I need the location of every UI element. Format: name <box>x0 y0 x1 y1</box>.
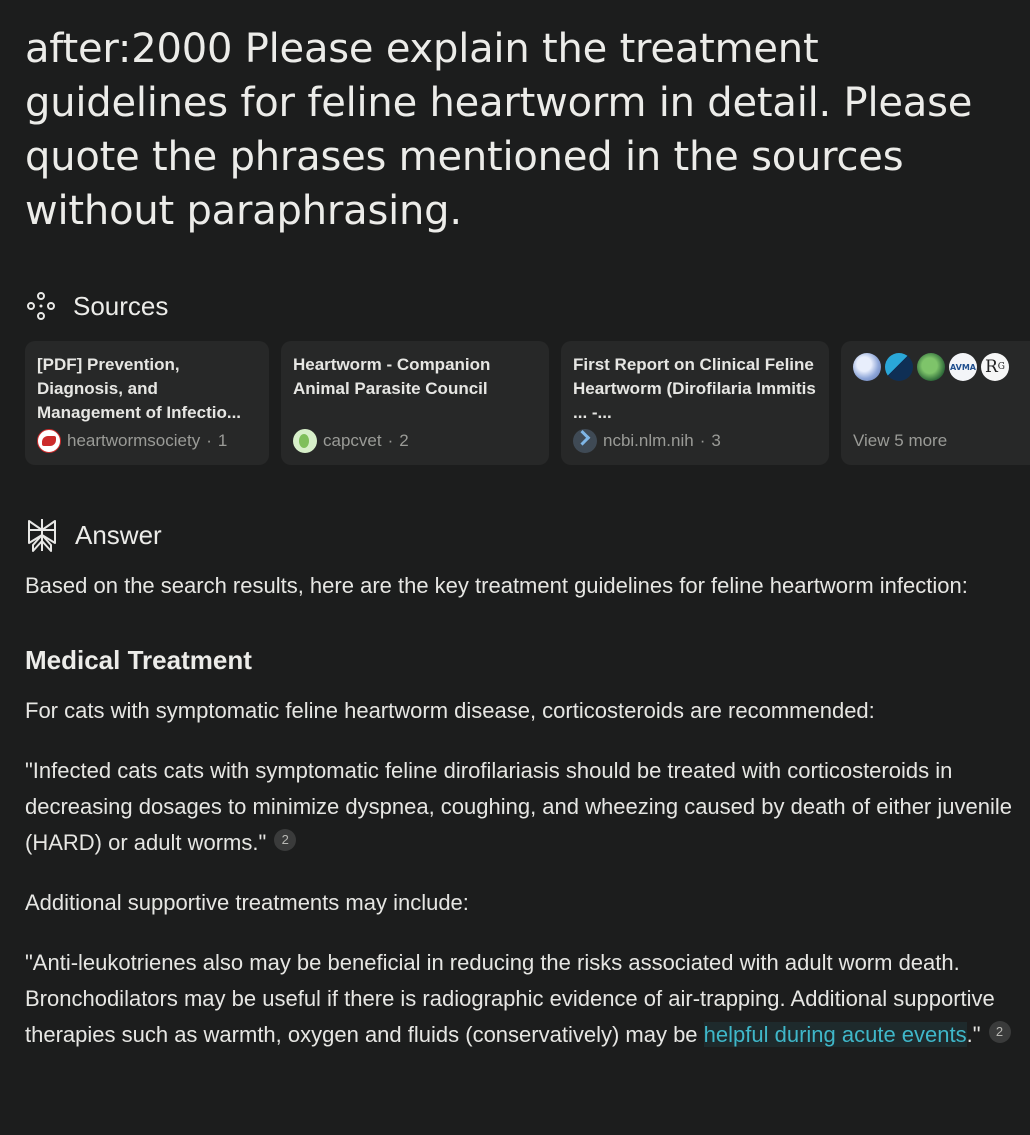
answer-intro: Based on the search results, here are the key treatment guidelines for feline heartworm infection: <box>25 573 968 598</box>
answer-body <box>25 568 1030 1077</box>
sources-list <box>25 341 1030 465</box>
source-site: heartwormsociety <box>67 431 201 450</box>
source-card-3[interactable] <box>561 341 829 465</box>
sources-header <box>25 290 168 322</box>
source-meta <box>293 429 409 453</box>
source-separator: · <box>387 431 394 450</box>
source-meta <box>37 429 227 453</box>
source-card-2[interactable] <box>281 341 549 465</box>
citation-badge[interactable]: 2 <box>274 829 296 851</box>
globe-favicon-icon <box>853 353 881 381</box>
earth-favicon-icon <box>917 353 945 381</box>
answer-label: Answer <box>75 519 162 550</box>
ncbi-favicon-icon <box>573 429 597 453</box>
source-site: ncbi.nlm.nih <box>603 431 694 450</box>
source-index: 1 <box>217 431 228 450</box>
capcvet-favicon-icon <box>293 429 317 453</box>
researchgate-favicon-icon: R G <box>981 353 1009 381</box>
view-more-label: View 5 more <box>853 431 948 450</box>
sources-nodes-icon <box>25 290 57 322</box>
source-title: First Report on Clinical Feline Heartworm (Dirofilaria Immitis ... -... <box>573 355 816 422</box>
source-separator: · <box>206 431 212 450</box>
heading-medical-treatment: Medical Treatment <box>25 645 252 675</box>
perplexity-logo-icon <box>25 517 59 553</box>
source-separator: · <box>699 431 706 450</box>
query-title: after:2000 Please explain the treatment guidelines for feline heartworm in detail. Please quote the phrases mentioned in the sources without paraphrasing. <box>25 26 973 234</box>
view-more-sources-card[interactable] <box>841 341 1030 465</box>
quote-supportive: "Anti-leukotrienes also may be beneficial in reducing the risks associated with adult worm death. Bronchodilators may be useful if there is radiographic evidence of air-trapping. Additional supportive therapies such as warmth, oxygen and fluids (conservatively) may be helpful during acute events." 2 <box>25 945 1030 1053</box>
heartwormsociety-favicon-icon <box>37 429 61 453</box>
paragraph-supportive: Additional supportive treatments may include: <box>25 890 469 915</box>
source-meta <box>573 429 721 453</box>
paragraph-corticosteroids: For cats with symptomatic feline heartworm disease, corticosteroids are recommended: <box>25 698 875 723</box>
source-title: [PDF] Prevention, Diagnosis, and Management of Infectio... <box>37 355 242 422</box>
highlighted-citation-text[interactable]: helpful during acute events <box>703 1022 967 1047</box>
answer-header <box>25 517 162 553</box>
source-index: 2 <box>399 431 409 450</box>
quote-corticosteroids: "Infected cats cats with symptomatic feline dirofilariasis should be treated with corticosteroids in decreasing dosages to minimize dyspnea, coughing, and wheezing caused by death of either juvenile (HARD) or adult worms." 2 <box>25 758 1012 855</box>
source-title: Heartworm - Companion Animal Parasite Council <box>293 355 491 398</box>
more-favicons <box>853 353 1030 381</box>
citation-badge[interactable]: 2 <box>989 1021 1011 1043</box>
avma-favicon-icon: AVMA <box>949 353 977 381</box>
source-index: 3 <box>711 431 721 450</box>
sources-label: Sources <box>73 290 169 321</box>
source-card-1[interactable] <box>25 341 269 465</box>
source-site: capcvet <box>323 431 382 450</box>
diagonal-favicon-icon <box>885 353 913 381</box>
